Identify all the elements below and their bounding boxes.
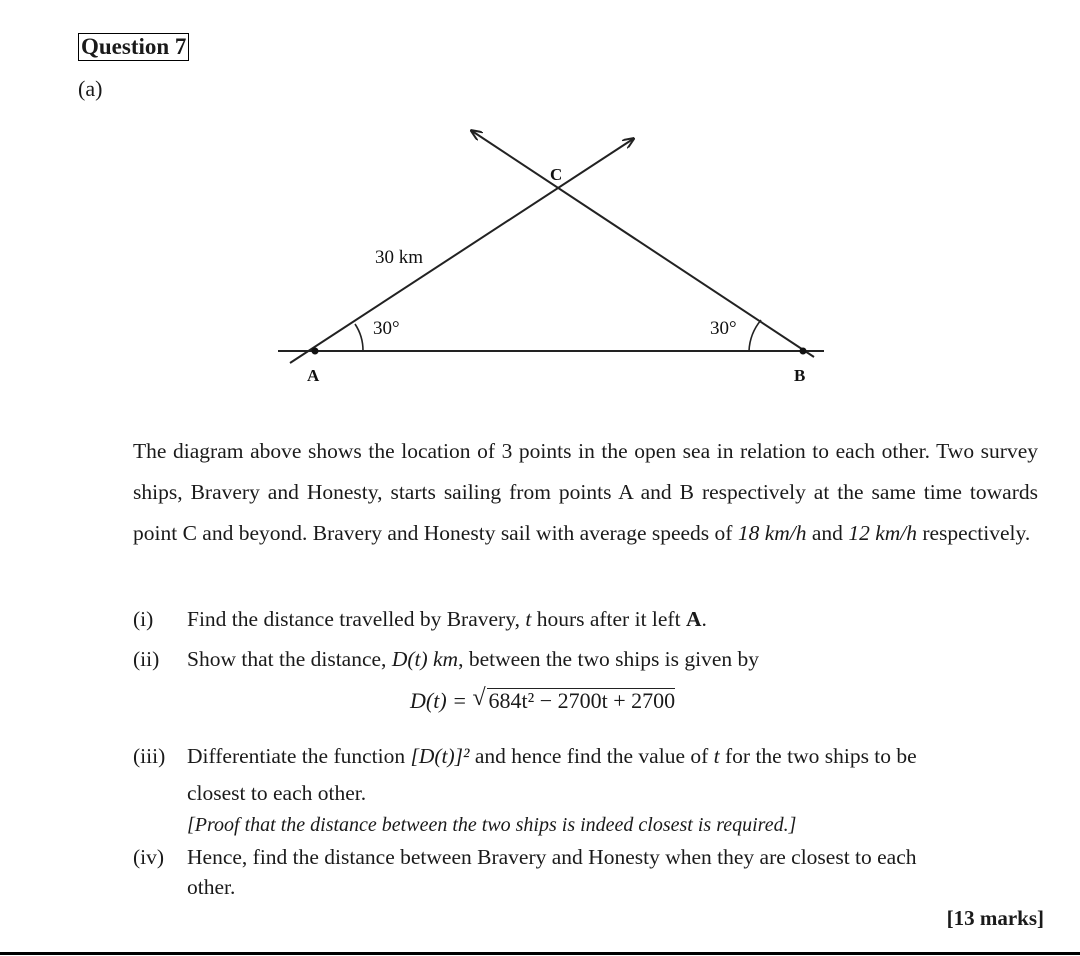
question-iii-text: Differentiate the function [D(t)]² and hence find the value of t for the two ships to be — [187, 744, 917, 768]
line-b-to-c — [472, 131, 814, 357]
distance-formula — [410, 688, 675, 714]
point-a-dot — [312, 348, 319, 355]
question-iv-number: (iv) — [133, 845, 165, 869]
intro-paragraph: The diagram above shows the location of 3 points in the open sea in relation to each other. Two survey ships, Bravery and Honesty, starts sailing from points A and B respectively at the same time towards point C and beyond. Bravery and Honesty sail with average speeds of 18 km/h and 12 km/h respectively. — [133, 439, 1038, 545]
formula-lhs: D(t) = — [410, 688, 473, 713]
bottom-rule — [0, 952, 1080, 955]
angle-b-label: 30° — [710, 318, 737, 339]
angle-arc-b — [749, 320, 761, 351]
question-ii-text: Show that the distance, D(t) km, between the two ships is given by — [187, 647, 760, 671]
triangle-diagram — [0, 0, 1080, 420]
part-label: (a) — [78, 76, 103, 101]
question-iii — [133, 742, 1053, 772]
point-c-label: C — [550, 165, 563, 184]
question-iv-line2: other. — [187, 875, 236, 899]
question-ii-number: (ii) — [133, 647, 160, 671]
total-marks: [13 marks] — [946, 906, 1044, 930]
question-iii-note: [Proof that the distance between the two ships is indeed closest is required.] — [187, 814, 797, 836]
question-i — [133, 605, 1053, 635]
point-b-label: B — [794, 366, 806, 385]
question-iii-number: (iii) — [133, 744, 166, 768]
question-title: Question 7 — [78, 33, 189, 61]
formula-radicand: √ 684t² − 2700t + 2700 — [487, 688, 676, 713]
point-b-dot — [800, 348, 807, 355]
question-ii — [133, 645, 1053, 675]
question-iii-line2: closest to each other. — [187, 781, 367, 805]
side-ac-label: 30 km — [375, 247, 424, 268]
question-i-text: Find the distance travelled by Bravery, t hours after it left A. — [187, 607, 707, 631]
question-iv-text: Hence, find the distance between Bravery and Honesty when they are closest to each — [187, 845, 917, 869]
question-i-number: (i) — [133, 607, 154, 631]
angle-a-label: 30° — [373, 318, 400, 339]
question-iv — [133, 843, 1053, 873]
angle-arc-a — [355, 324, 363, 351]
line-a-to-c — [290, 139, 633, 363]
point-a-label: A — [307, 366, 320, 385]
